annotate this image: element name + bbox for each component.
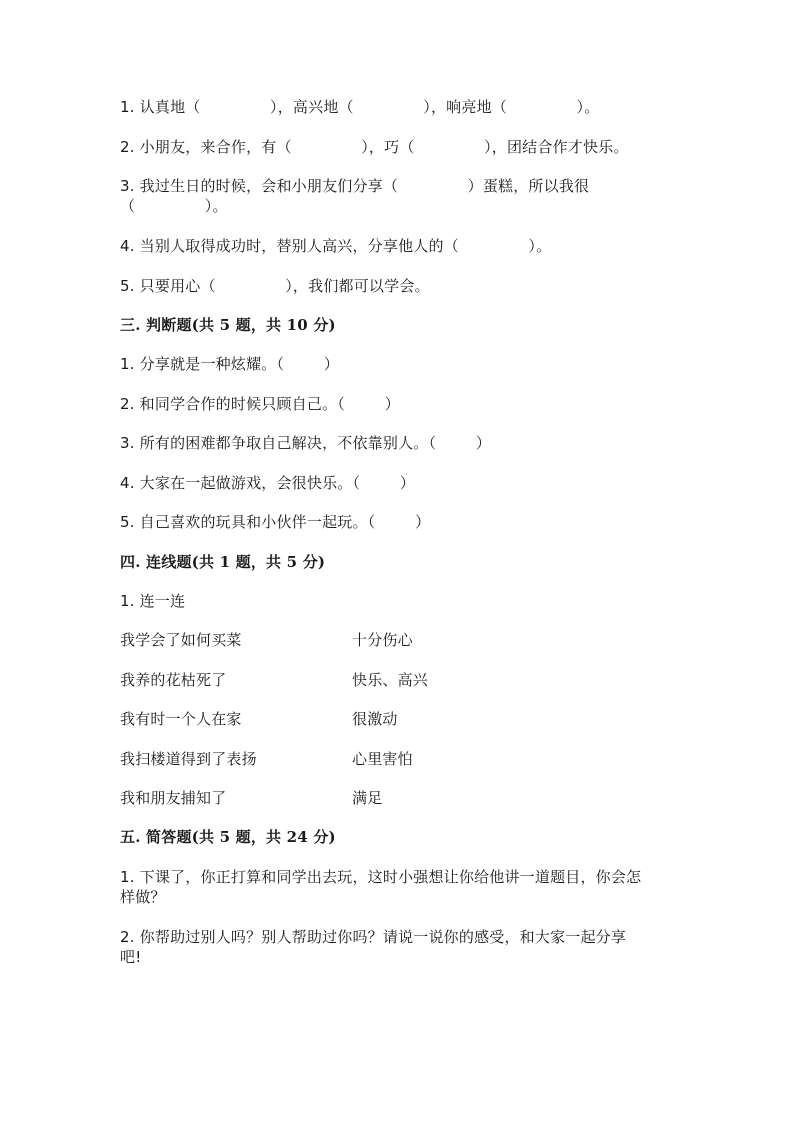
matching-right-item-2: 快乐、高兴 bbox=[352, 671, 429, 689]
judgment-question-3: 3. 所有的困难都争取自己解决，不依靠别人。（ ） bbox=[120, 434, 492, 452]
section-heading-short-answer: 五. 简答题(共 5 题，共 24 分) bbox=[120, 828, 336, 846]
matching-right-item-4: 心里害怕 bbox=[352, 750, 413, 768]
short-answer-question-1-line2: 样做？ bbox=[120, 888, 166, 906]
fill-question-5: 5. 只要用心（ ），我们都可以学会。 bbox=[120, 277, 430, 295]
matching-right-item-5: 满足 bbox=[352, 789, 383, 807]
fill-question-3-line2: （ ）。 bbox=[120, 197, 228, 215]
fill-question-4: 4. 当别人取得成功时，替别人高兴，分享他人的（ ）。 bbox=[120, 237, 552, 255]
judgment-question-1: 1. 分享就是一种炫耀。（ ） bbox=[120, 355, 340, 373]
fill-question-1: 1. 认真地（ ），高兴地（ ），响亮地（ ）。 bbox=[120, 98, 600, 116]
judgment-question-4: 4. 大家在一起做游戏，会很快乐。（ ） bbox=[120, 474, 416, 492]
matching-left-item-2: 我养的花枯死了 bbox=[120, 671, 227, 689]
fill-question-2: 2. 小朋友，来合作，有（ ），巧（ ），团结合作才快乐。 bbox=[120, 138, 629, 156]
short-answer-question-1-line1: 1. 下课了，你正打算和同学出去玩，这时小强想让你给他讲一道题目，你会怎 bbox=[120, 868, 642, 886]
judgment-question-2: 2. 和同学合作的时候只顾自己。（ ） bbox=[120, 395, 400, 413]
matching-left-item-3: 我有时一个人在家 bbox=[120, 710, 242, 728]
matching-left-item-4: 我扫楼道得到了表扬 bbox=[120, 750, 257, 768]
matching-left-item-5: 我和朋友捕知了 bbox=[120, 789, 227, 807]
short-answer-question-2-line1: 2. 你帮助过别人吗？别人帮助过你吗？请说一说你的感受，和大家一起分享 bbox=[120, 928, 627, 946]
judgment-question-5: 5. 自己喜欢的玩具和小伙伴一起玩。（ ） bbox=[120, 513, 431, 531]
matching-left-item-1: 我学会了如何买菜 bbox=[120, 631, 242, 649]
short-answer-question-2-line2: 吧! bbox=[120, 948, 142, 966]
matching-right-item-1: 十分伤心 bbox=[352, 631, 413, 649]
fill-question-3-line1: 3. 我过生日的时候，会和小朋友们分享（ ）蛋糕，所以我很 bbox=[120, 177, 590, 195]
matching-question: 1. 连一连 bbox=[120, 592, 186, 610]
section-heading-matching: 四. 连线题(共 1 题，共 5 分) bbox=[120, 553, 326, 571]
section-heading-judgment: 三. 判断题(共 5 题，共 10 分) bbox=[120, 316, 336, 334]
matching-right-item-3: 很激动 bbox=[352, 710, 398, 728]
